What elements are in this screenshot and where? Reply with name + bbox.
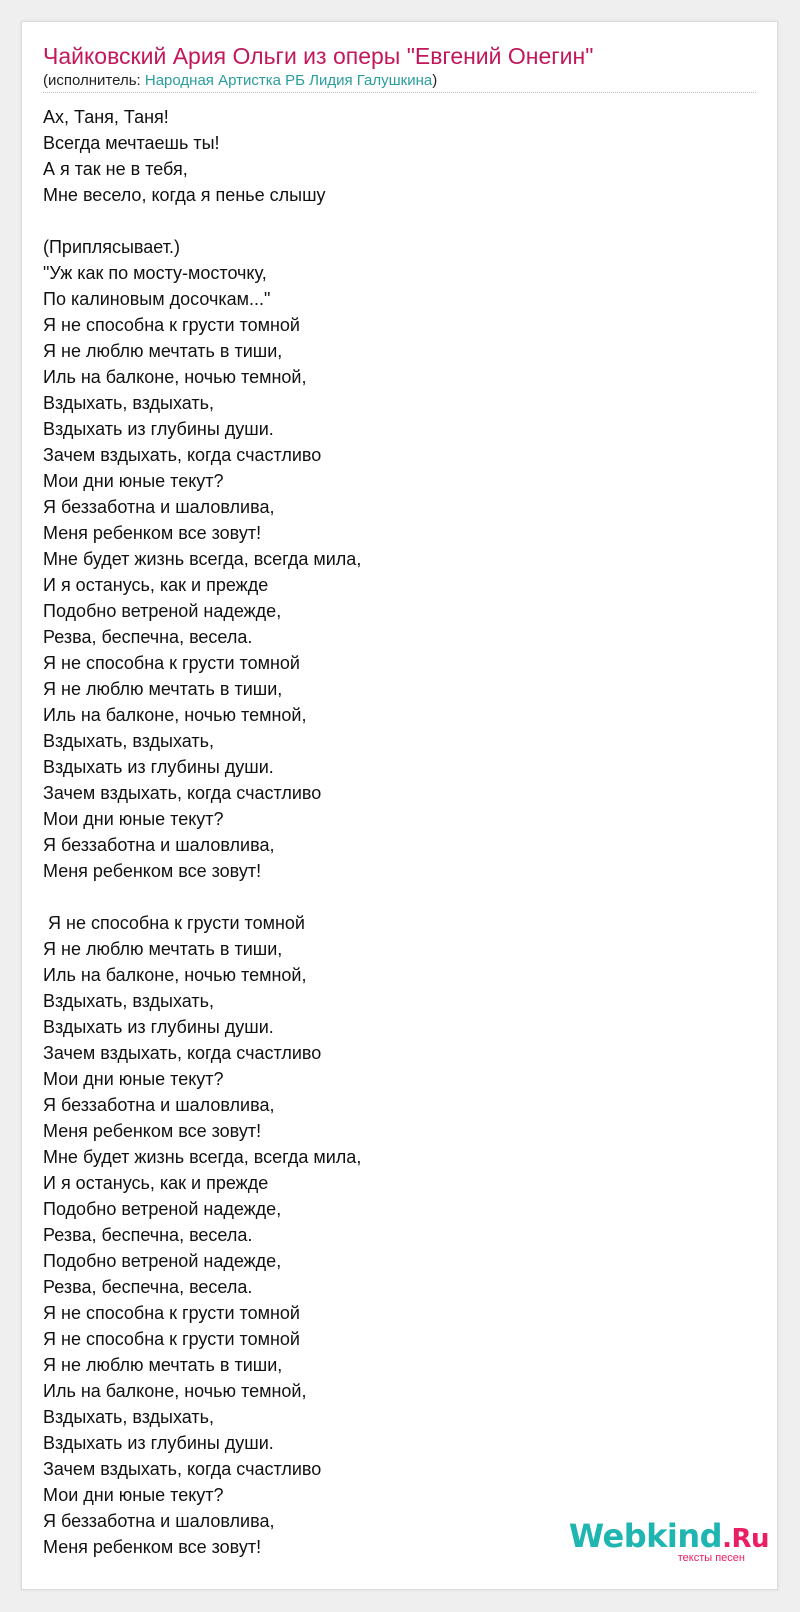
lyric-line: Всегда мечтаешь ты!	[43, 133, 220, 153]
lyric-line: Меня ребенком все зовут!	[43, 523, 262, 543]
lyric-line	[43, 884, 743, 910]
artist-prefix: (исполнитель:	[43, 72, 145, 89]
logo-tagline: тексты песен	[677, 1552, 745, 1564]
lyric-line: Мне будет жизнь всегда, всегда мила,	[43, 549, 362, 569]
lyric-line: По калиновым досочкам..."	[43, 289, 271, 309]
lyric-line: Вздыхать из глубины души.	[43, 1017, 274, 1037]
lyric-line: Я не люблю мечтать в тиши,	[43, 679, 283, 699]
header-divider	[43, 92, 756, 93]
lyric-line: Я беззаботна и шаловлива,	[43, 1095, 275, 1115]
lyric-line: Зачем вздыхать, когда счастливо	[43, 445, 322, 465]
lyric-line: Я беззаботна и шаловлива,	[43, 1511, 275, 1531]
lyric-line: Резва, беспечна, весела.	[43, 627, 253, 647]
lyric-line: Мои дни юные текут?	[43, 1069, 224, 1089]
lyric-line: Я беззаботна и шаловлива,	[43, 835, 275, 855]
lyric-line: Вздыхать, вздыхать,	[43, 731, 215, 751]
lyric-line	[43, 208, 743, 234]
lyric-line: Я беззаботна и шаловлива,	[43, 497, 275, 517]
lyric-line: Мои дни юные текут?	[43, 471, 224, 491]
lyric-line: Зачем вздыхать, когда счастливо	[43, 783, 322, 803]
lyric-line: Резва, беспечна, весела.	[43, 1277, 253, 1297]
site-logo[interactable]	[569, 1519, 769, 1564]
lyric-line: Мои дни юные текут?	[43, 1485, 224, 1505]
artist-suffix: )	[432, 72, 438, 89]
lyric-line: Я не способна к грусти томной	[43, 913, 305, 933]
lyric-line: Подобно ветреной надежде,	[43, 1199, 282, 1219]
lyric-line: Ах, Таня, Таня!	[43, 107, 169, 127]
lyric-line: Подобно ветреной надежде,	[43, 601, 282, 621]
lyrics-card	[21, 21, 778, 1590]
page-title: Чайковский Ария Ольги из оперы "Евгений Онегин"	[43, 43, 594, 69]
lyric-line: Мне весело, когда я пенье слышу	[43, 185, 326, 205]
lyric-line: Мне будет жизнь всегда, всегда мила,	[43, 1147, 362, 1167]
artist-link[interactable]: Народная Артистка РБ Лидия Галушкина	[144, 72, 433, 89]
lyric-line: Иль на балконе, ночью темной,	[43, 367, 307, 387]
lyric-line: Я не способна к грусти томной	[43, 315, 300, 335]
lyric-line: Вздыхать, вздыхать,	[43, 1407, 215, 1427]
lyric-line: Я не способна к грусти томной	[43, 1329, 300, 1349]
lyric-line: Подобно ветреной надежде,	[43, 1251, 282, 1271]
lyric-line: Я не способна к грусти томной	[43, 1303, 300, 1323]
lyrics-text	[43, 104, 743, 1560]
lyric-line: Резва, беспечна, весела.	[43, 1225, 253, 1245]
lyric-line: "Уж как по мосту-мосточку,	[43, 263, 267, 283]
lyric-line: Меня ребенком все зовут!	[43, 861, 262, 881]
lyric-line: Мои дни юные текут?	[43, 809, 224, 829]
lyric-line: Я не люблю мечтать в тиши,	[43, 939, 283, 959]
lyric-line: Я не люблю мечтать в тиши,	[43, 341, 283, 361]
logo-wordmark	[569, 1519, 769, 1556]
lyric-line: Зачем вздыхать, когда счастливо	[43, 1043, 322, 1063]
lyric-line: Зачем вздыхать, когда счастливо	[43, 1459, 322, 1479]
logo-tld-text: .Ru	[722, 1524, 769, 1554]
lyric-line: Вздыхать, вздыхать,	[43, 991, 215, 1011]
logo-main-text: Webkind	[568, 1517, 723, 1555]
lyric-line: Вздыхать, вздыхать,	[43, 393, 215, 413]
lyric-line: Меня ребенком все зовут!	[43, 1121, 262, 1141]
lyric-line: И я останусь, как и прежде	[43, 575, 269, 595]
lyric-line: Иль на балконе, ночью темной,	[43, 965, 307, 985]
lyric-line: Вздыхать из глубины души.	[43, 757, 274, 777]
artist-line	[43, 72, 437, 90]
lyric-line: А я так не в тебя,	[43, 159, 188, 179]
lyric-line: Иль на балконе, ночью темной,	[43, 1381, 307, 1401]
lyric-line: Я не люблю мечтать в тиши,	[43, 1355, 283, 1375]
lyric-line: Меня ребенком все зовут!	[43, 1537, 262, 1557]
lyric-line: Иль на балконе, ночью темной,	[43, 705, 307, 725]
lyric-line: Вздыхать из глубины души.	[43, 1433, 274, 1453]
lyric-line: И я останусь, как и прежде	[43, 1173, 269, 1193]
lyric-line: (Приплясывает.)	[43, 237, 180, 257]
lyric-line: Вздыхать из глубины души.	[43, 419, 274, 439]
lyric-line: Я не способна к грусти томной	[43, 653, 300, 673]
